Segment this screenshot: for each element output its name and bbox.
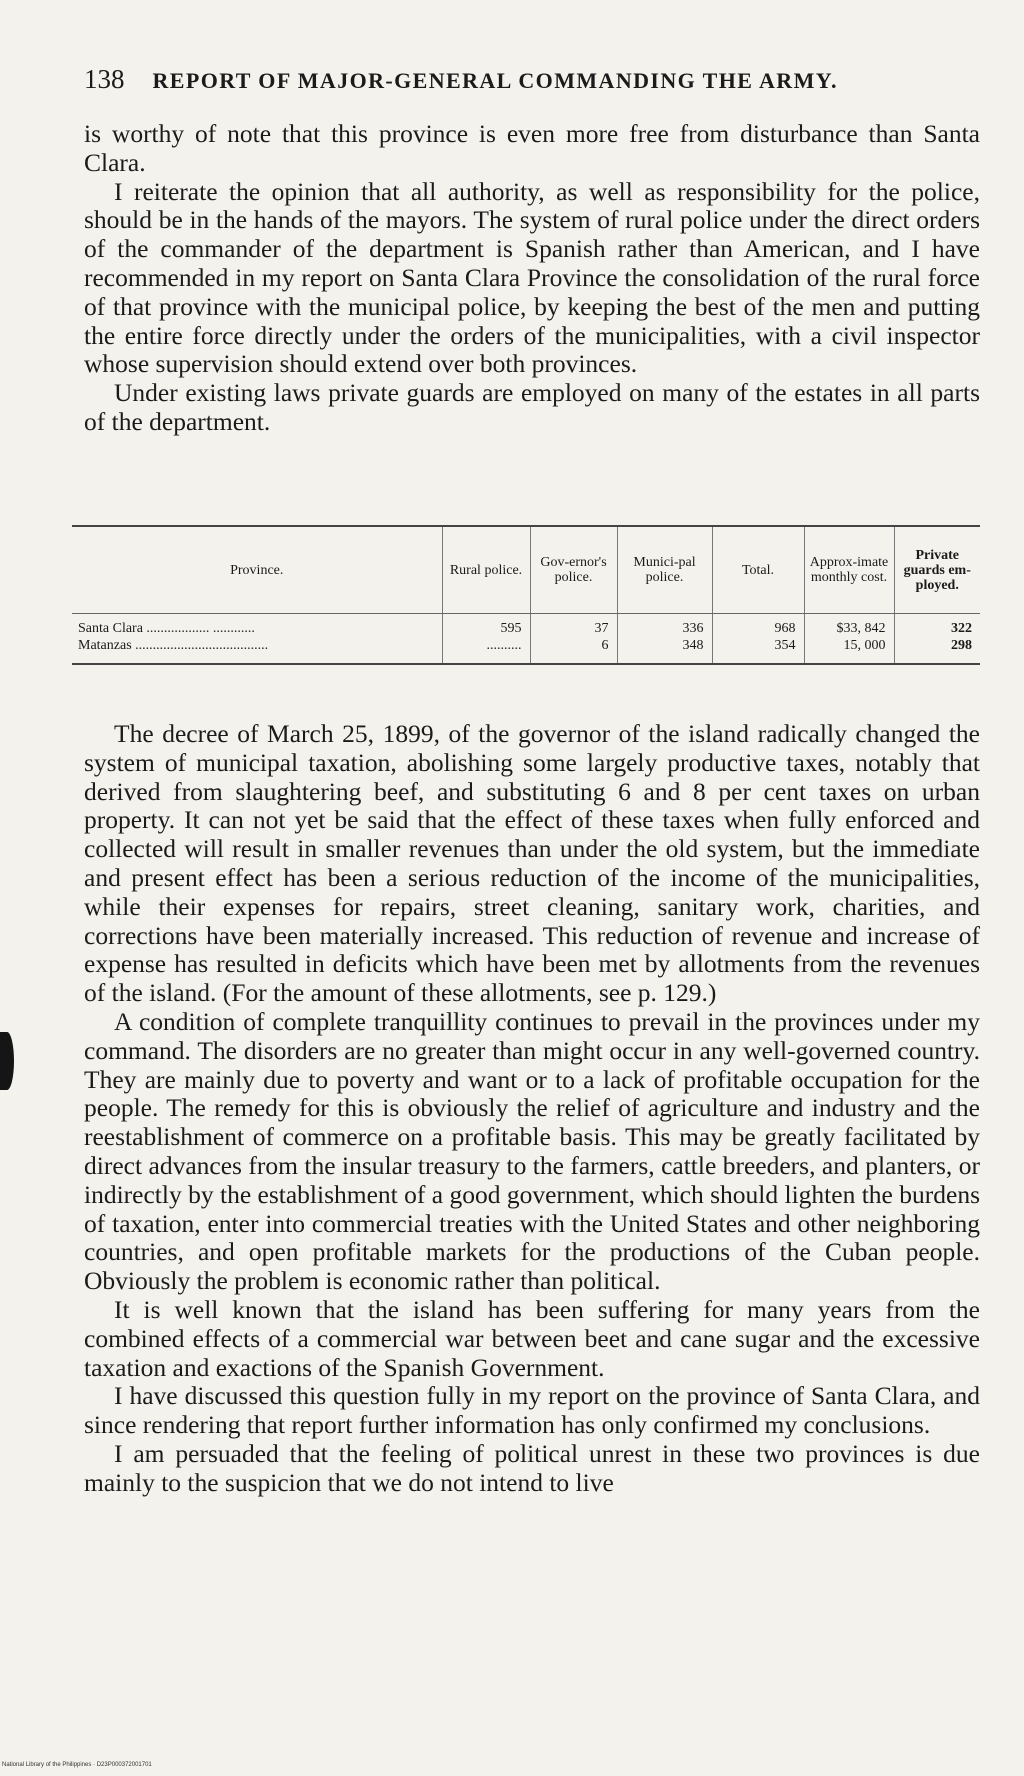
table-cell: 348 xyxy=(617,636,712,664)
paragraph: I have discussed this question fully in my report on the province of Santa Clara, and since rendering that report further information has only confirmed my conclusions. xyxy=(84,1381,980,1440)
table-cell: 595 xyxy=(442,614,530,637)
column-header: Approx-imate monthly cost. xyxy=(804,526,894,614)
column-header: Private guards em-ployed. xyxy=(894,526,980,614)
table-row xyxy=(72,636,980,664)
paragraph: The decree of March 25, 1899, of the governor of the island radically changed the system of municipal taxation, abolishing some largely productive taxes, notably that derived from slaughtering beef, and substituting 6 and 8 per cent taxes on urban property. It can not yet be said that the effect of these taxes when fully enforced and collected will result in smaller revenues than under the old system, but the immediate and present effect has been a serious reduction of the income of the municipalities, while their expenses for repairs, street cleaning, sanitary work, charities, and corrections have been materially increased. This reduction of revenue and increase of expense has resulted in deficits which have been met by allotments from the revenues of the island. (For the amount of these allotments, see p. 129.) xyxy=(84,719,980,1008)
paragraph: A condition of complete tranquillity continues to prevail in the provinces under my command. The disorders are no greater than might occur in any well-governed country. They are mainly due to poverty and want or to a lack of profitable occupation for the people. The remedy for this is obviously the relief of agriculture and industry and the reestablishment of commerce on a profitable basis. This may be greatly facilitated by direct advances from the insular treasury to the farmers, cattle breeders, and planters, or indirectly by the establishment of a good government, which should lighten the burdens of taxation, enter into commercial treaties with the United States and other neighboring countries, and open profitable markets for the productions of the Cuban people. Obviously the problem is economic rather than political. xyxy=(84,1006,980,1296)
table-cell: 15, 000 xyxy=(804,636,894,664)
column-header: Munici-pal police. xyxy=(617,526,712,614)
scan-footer: National Library of the Philippines · D23P000372001701 xyxy=(2,1762,152,1768)
table-cell: 322 xyxy=(894,614,980,637)
paragraph: is worthy of note that this province is even more free from disturbance than Santa Clara. xyxy=(84,119,980,177)
paragraph: It is well known that the island has been suffering for many years from the combined effects of a commercial war between beet and cane sugar and the excessive taxation and exactions of the Spanish Government. xyxy=(84,1294,980,1382)
table-cell: 37 xyxy=(530,614,617,637)
table-cell: 336 xyxy=(617,614,712,637)
text-block-bottom xyxy=(84,720,980,1498)
column-header: Province. xyxy=(72,526,442,614)
page-number: 138 xyxy=(84,64,125,94)
table-cell-province: Matanzas ...................................... xyxy=(78,638,269,653)
table-cell: .......... xyxy=(442,636,530,664)
table-cell: 968 xyxy=(712,614,804,637)
scan-edge-mark xyxy=(0,1032,14,1090)
table-cell: $33, 842 xyxy=(804,614,894,637)
column-header: Total. xyxy=(712,526,804,614)
table-cell: 298 xyxy=(894,636,980,664)
column-header: Rural police. xyxy=(442,526,530,614)
text-block-top xyxy=(84,120,980,437)
table-cell-province: Santa Clara .................. ............ xyxy=(78,621,255,636)
running-header xyxy=(84,64,978,95)
police-table xyxy=(72,525,980,665)
table-row xyxy=(72,614,980,637)
paragraph: I reiterate the opinion that all authority, as well as responsibility for the police, should be in the hands of the mayors. The system of rural police under the direct orders of the commander of the department is Spanish rather than American, and I have recommended in my report on Santa Clara Province the consolidation of the rural force of that province with the municipal police, by keeping the best of the men and putting the entire force directly under the orders of the municipalities, with a civil inspector whose supervision should extend over both provinces. xyxy=(84,176,980,379)
running-title: REPORT OF MAJOR-GENERAL COMMANDING THE ARMY. xyxy=(152,68,838,93)
paragraph: I am persuaded that the feeling of political unrest in these two provinces is due mainly to the suspicion that we do not intend to live xyxy=(84,1438,980,1497)
table-cell: 354 xyxy=(712,636,804,664)
column-header: Gov-ernor's police. xyxy=(530,526,617,614)
paragraph: Under existing laws private guards are employed on many of the estates in all parts of the department. xyxy=(84,378,980,436)
table-cell: 6 xyxy=(530,636,617,664)
table-header-row xyxy=(72,526,980,614)
